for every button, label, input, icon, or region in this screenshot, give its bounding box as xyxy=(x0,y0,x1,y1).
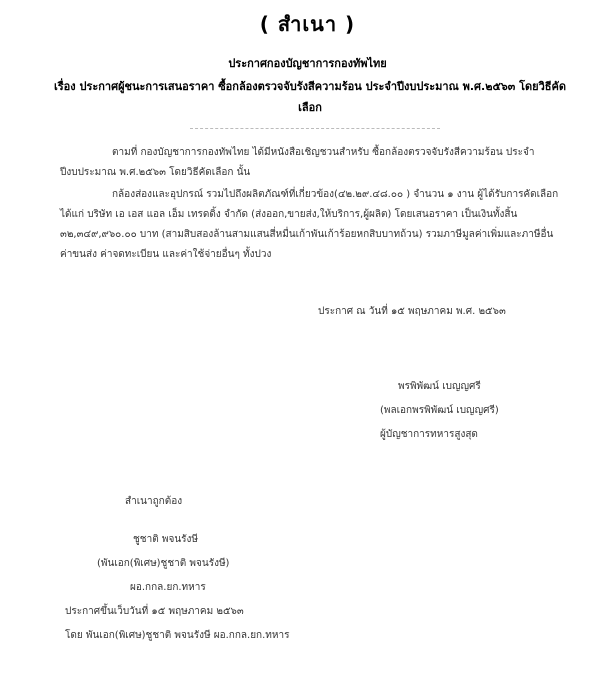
web-publish-date: ประกาศขึ้นเว็บวันที่ ๑๕ พฤษภาคม ๒๕๖๓ xyxy=(65,606,244,617)
certified-copy-label: สำเนาถูกต้อง xyxy=(125,496,183,507)
certification-block xyxy=(65,528,325,648)
signatory-name: พรพิพัฒน์ เบญญศรี xyxy=(398,381,481,392)
dashed-divider xyxy=(190,128,440,129)
certifier-name: ชูชาติ พจนรังษี xyxy=(133,534,198,545)
posted-by: โดย พันเอก(พิเศษ)ชูชาติ พจนรังษี ผอ.กกล.ยก.ทหาร xyxy=(65,630,290,641)
subject-heading: เรื่อง ประกาศผู้ชนะการเสนอราคา ซื้อกล้องตรวจจับรังสีความร้อน ประจำปีงบประมาณ พ.ศ.๒๕๖๓ โดยวิธีคัดเลือก xyxy=(53,80,566,114)
signatory-position: ผู้บัญชาการทหารสูงสุด xyxy=(380,429,478,440)
issuer-heading: ประกาศกองบัญชาการกองทัพไทย xyxy=(228,57,387,70)
certifier-position: ผอ.กกล.ยก.ทหาร xyxy=(130,582,206,593)
certifier-full-name: (พันเอก(พิเศษ)ชูชาติ พจนรังษี) xyxy=(97,558,230,569)
signatory-full-name: (พลเอกพรพิพัฒน์ เบญญศรี) xyxy=(380,405,499,416)
signature-block xyxy=(380,375,510,447)
copy-title: ( สำเนา ) xyxy=(259,12,356,36)
announcement-date: ประกาศ ณ วันที่ ๑๕ พฤษภาคม พ.ศ. ๒๕๖๓ xyxy=(318,306,506,317)
body-paragraph-2: กล้องส่องและอุปกรณ์ รวมไปถึงผลิตภัณฑ์ที่เกี่ยวข้อง(๔๒.๒๙.๔๘.๐๐ ) จำนวน ๑ งาน ผู้ได้รับการคัดเลือก ได้แก่ บริษัท เอ เอส แอล เอ็ม เทรดดิ้ง จำกัด (ส่งออก,ขายส่ง,ให้บริการ,ผู้ผลิต) โดยเสนอราคา เป็นเงินทั้งสิ้น ๓๒,๓๔๙,๙๖๐.๐๐ บาท (สามสิบสองล้านสามแสนสี่หมื่นเก้าพันเก้าร้อยหกสิบบาทถ้วน) รวมภาษีมูลค่าเพิ่มและภาษีอื่น ค่าขนส่ง ค่าจดทะเบียน และค่าใช้จ่ายอื่นๆ ทั้งปวง xyxy=(60,189,559,260)
body-paragraph-1: ตามที่ กองบัญชาการกองทัพไทย ได้มีหนังสือเชิญชวนสำหรับ ซื้อกล้องตรวจจับรังสีความร้อน ประจำปีงบประมาณ พ.ศ.๒๕๖๓ โดยวิธีคัดเลือก นั้น xyxy=(60,147,535,178)
